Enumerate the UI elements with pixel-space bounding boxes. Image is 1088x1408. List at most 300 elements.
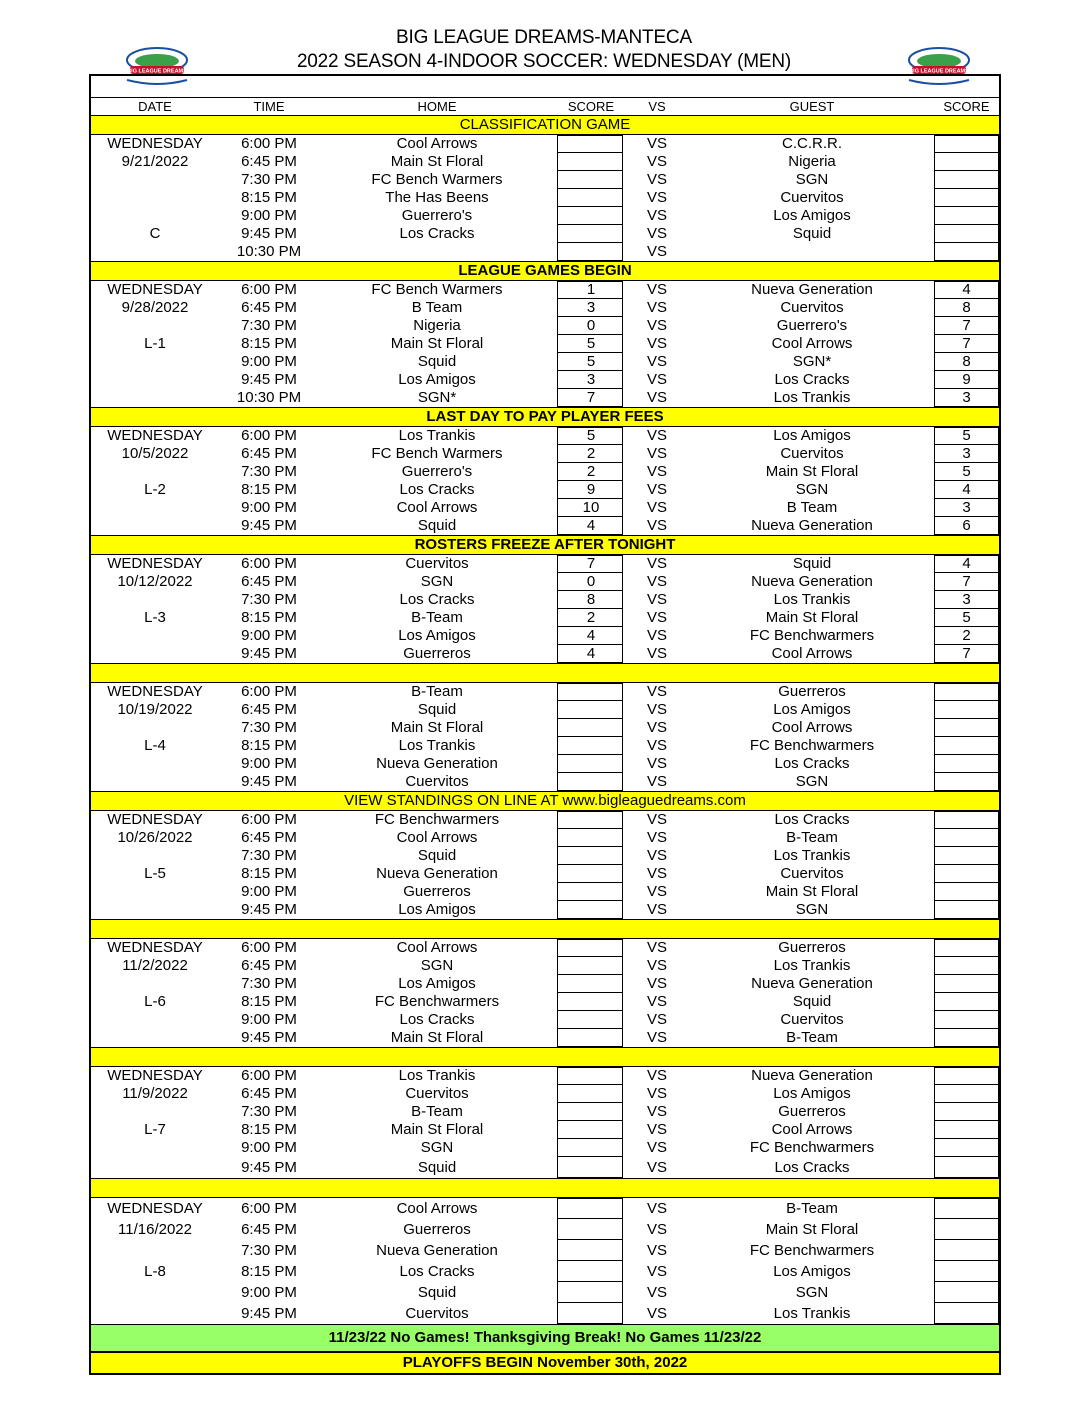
guest-team: Los Amigos bbox=[773, 701, 851, 718]
guest-team: Main St Floral bbox=[765, 463, 859, 480]
date-label: 10/19/2022 bbox=[117, 701, 193, 718]
guest-score-box bbox=[934, 135, 999, 153]
guest-score-box bbox=[934, 189, 999, 207]
guest-score-box bbox=[934, 811, 999, 829]
game-time: 6:45 PM bbox=[241, 573, 297, 590]
vs-label: VS bbox=[646, 335, 667, 352]
guest-score-box bbox=[934, 1103, 999, 1121]
guest-score: 4 bbox=[962, 481, 971, 498]
game-time: 6:00 PM bbox=[241, 939, 297, 956]
game-row bbox=[91, 1121, 999, 1139]
home-score-box bbox=[557, 1029, 623, 1047]
game-time: 8:15 PM bbox=[241, 737, 297, 754]
guest-score-box bbox=[934, 1261, 999, 1282]
guest-score-box bbox=[934, 1303, 999, 1324]
game-time: 6:45 PM bbox=[241, 701, 297, 718]
home-score: 0 bbox=[586, 317, 596, 334]
game-time: 7:30 PM bbox=[241, 975, 297, 992]
vs-label: VS bbox=[646, 353, 667, 370]
game-time: 8:15 PM bbox=[241, 1263, 297, 1280]
vs-label: VS bbox=[646, 1159, 667, 1176]
home-team: Los Cracks bbox=[399, 1263, 475, 1280]
game-time: 6:45 PM bbox=[241, 153, 297, 170]
game-time: 6:45 PM bbox=[241, 445, 297, 462]
game-time: 6:45 PM bbox=[241, 1085, 297, 1102]
guest-score-box bbox=[934, 865, 999, 883]
vs-label: VS bbox=[646, 499, 667, 516]
game-row bbox=[91, 371, 999, 389]
game-time: 8:15 PM bbox=[241, 1121, 297, 1138]
game-row bbox=[91, 463, 999, 481]
vs-label: VS bbox=[646, 427, 667, 444]
vs-label: VS bbox=[646, 135, 667, 152]
home-score-box bbox=[557, 135, 623, 153]
vs-label: VS bbox=[646, 901, 667, 918]
game-time: 9:00 PM bbox=[241, 627, 297, 644]
game-row bbox=[91, 281, 999, 299]
date-label: L-4 bbox=[144, 737, 166, 754]
vs-label: VS bbox=[646, 683, 667, 700]
vs-label: VS bbox=[646, 1221, 667, 1238]
home-score-box bbox=[557, 1240, 623, 1261]
vs-label: VS bbox=[646, 555, 667, 572]
game-time: 10:30 PM bbox=[236, 243, 302, 260]
week-banner bbox=[91, 663, 999, 683]
vs-label: VS bbox=[646, 993, 667, 1010]
home-score-box bbox=[557, 225, 623, 243]
guest-team: Los Amigos bbox=[773, 207, 851, 224]
svg-text:BIG LEAGUE DREAMS: BIG LEAGUE DREAMS bbox=[127, 68, 187, 75]
home-team: Los Cracks bbox=[399, 481, 475, 498]
home-score-box bbox=[557, 993, 623, 1011]
game-row bbox=[91, 737, 999, 755]
guest-team: Los Trankis bbox=[773, 957, 851, 974]
game-time: 6:45 PM bbox=[241, 957, 297, 974]
vs-label: VS bbox=[646, 481, 667, 498]
home-score-box bbox=[557, 865, 623, 883]
game-row bbox=[91, 1139, 999, 1157]
week-banner bbox=[91, 1047, 999, 1067]
vs-label: VS bbox=[646, 1121, 667, 1138]
vs-label: VS bbox=[646, 445, 667, 462]
guest-team: Los Trankis bbox=[773, 1305, 851, 1322]
guest-score: 7 bbox=[962, 645, 971, 662]
date-label: L-1 bbox=[144, 335, 166, 352]
guest-score-box bbox=[934, 737, 999, 755]
vs-label: VS bbox=[646, 153, 667, 170]
game-row bbox=[91, 1282, 999, 1303]
home-team: Main St Floral bbox=[390, 335, 484, 352]
home-team: FC Bench Warmers bbox=[371, 281, 503, 298]
vs-label: VS bbox=[646, 939, 667, 956]
home-score: 5 bbox=[586, 353, 596, 370]
date-label: WEDNESDAY bbox=[107, 281, 203, 298]
guest-team: Nueva Generation bbox=[751, 1067, 873, 1084]
guest-team: SGN bbox=[795, 481, 829, 498]
game-time: 7:30 PM bbox=[241, 847, 297, 864]
game-time: 9:45 PM bbox=[241, 901, 297, 918]
home-team: Los Trankis bbox=[398, 427, 476, 444]
guest-team: Los Cracks bbox=[774, 1159, 850, 1176]
home-score-box bbox=[557, 1085, 623, 1103]
date-label: WEDNESDAY bbox=[107, 811, 203, 828]
date-label: L-5 bbox=[144, 865, 166, 882]
home-team: Squid bbox=[417, 701, 457, 718]
home-team: Cool Arrows bbox=[396, 499, 478, 516]
vs-label: VS bbox=[646, 847, 667, 864]
schedule-blocks bbox=[91, 115, 999, 1324]
game-time: 9:45 PM bbox=[241, 517, 297, 534]
home-score-box bbox=[557, 1261, 623, 1282]
game-time: 9:00 PM bbox=[241, 883, 297, 900]
date-label: L-6 bbox=[144, 993, 166, 1010]
vs-label: VS bbox=[646, 737, 667, 754]
home-team: Main St Floral bbox=[390, 153, 484, 170]
vs-label: VS bbox=[646, 1305, 667, 1322]
home-team: SGN bbox=[420, 957, 454, 974]
date-label: 11/2/2022 bbox=[122, 957, 188, 974]
home-score: 10 bbox=[582, 499, 600, 516]
home-team: Los Cracks bbox=[399, 1011, 475, 1028]
guest-team: Guerreros bbox=[778, 683, 846, 700]
guest-score-box bbox=[934, 1198, 999, 1219]
page-subtitle: 2022 SEASON 4-INDOOR SOCCER: WEDNESDAY (MEN) bbox=[296, 51, 792, 72]
guest-team: Los Cracks bbox=[774, 371, 850, 388]
game-row bbox=[91, 1067, 999, 1085]
home-team: SGN bbox=[420, 573, 454, 590]
vs-label: VS bbox=[646, 1263, 667, 1280]
game-row bbox=[91, 901, 999, 919]
guest-score-box bbox=[934, 171, 999, 189]
guest-team: Los Amigos bbox=[773, 427, 851, 444]
game-row bbox=[91, 1103, 999, 1121]
game-row bbox=[91, 135, 999, 153]
guest-team: Guerrero's bbox=[776, 317, 848, 334]
vs-label: VS bbox=[646, 389, 667, 406]
game-time: 9:45 PM bbox=[241, 1305, 297, 1322]
home-score: 5 bbox=[586, 427, 596, 444]
guest-score: 3 bbox=[962, 499, 971, 516]
game-row bbox=[91, 829, 999, 847]
game-time: 9:00 PM bbox=[241, 1139, 297, 1156]
home-team: Guerreros bbox=[403, 645, 471, 662]
vs-label: VS bbox=[646, 1139, 667, 1156]
guest-team: FC Benchwarmers bbox=[749, 627, 875, 644]
game-time: 6:00 PM bbox=[241, 555, 297, 572]
game-time: 9:00 PM bbox=[241, 1011, 297, 1028]
home-score-box bbox=[557, 1219, 623, 1240]
vs-label: VS bbox=[646, 225, 667, 242]
game-row bbox=[91, 755, 999, 773]
guest-score-box bbox=[934, 1157, 999, 1178]
game-row bbox=[91, 555, 999, 573]
vs-label: VS bbox=[646, 591, 667, 608]
game-row bbox=[91, 481, 999, 499]
vs-label: VS bbox=[646, 811, 667, 828]
game-time: 7:30 PM bbox=[241, 1103, 297, 1120]
home-team: Los Amigos bbox=[398, 371, 476, 388]
header-home-score: SCORE bbox=[567, 99, 615, 114]
game-time: 8:15 PM bbox=[241, 335, 297, 352]
home-team: SGN* bbox=[417, 389, 457, 406]
home-score-box bbox=[557, 719, 623, 737]
game-time: 9:45 PM bbox=[241, 773, 297, 790]
guest-score-box bbox=[934, 1085, 999, 1103]
game-time: 7:30 PM bbox=[241, 317, 297, 334]
home-score-box bbox=[557, 1139, 623, 1157]
date-label: 10/5/2022 bbox=[121, 445, 189, 462]
guest-score-box bbox=[934, 901, 999, 919]
date-label: WEDNESDAY bbox=[107, 939, 203, 956]
game-row bbox=[91, 353, 999, 371]
guest-team: Cuervitos bbox=[780, 445, 844, 462]
game-row bbox=[91, 847, 999, 865]
vs-label: VS bbox=[646, 755, 667, 772]
header-spacer bbox=[91, 76, 999, 98]
guest-score-box bbox=[934, 883, 999, 901]
guest-score: 8 bbox=[962, 299, 971, 316]
guest-team: Cuervitos bbox=[780, 299, 844, 316]
game-row bbox=[91, 299, 999, 317]
home-score-box bbox=[557, 957, 623, 975]
guest-score-box bbox=[934, 153, 999, 171]
guest-team: SGN bbox=[795, 1284, 829, 1301]
home-score: 5 bbox=[586, 335, 596, 352]
game-row bbox=[91, 189, 999, 207]
vs-label: VS bbox=[646, 975, 667, 992]
guest-score-box bbox=[934, 939, 999, 957]
playoffs-banner: PLAYOFFS BEGIN November 30th, 2022 bbox=[91, 1352, 999, 1375]
game-row bbox=[91, 1011, 999, 1029]
guest-team: Los Trankis bbox=[773, 591, 851, 608]
game-time: 6:45 PM bbox=[241, 1221, 297, 1238]
home-team: Squid bbox=[417, 1159, 457, 1176]
game-time: 8:15 PM bbox=[241, 189, 297, 206]
vs-label: VS bbox=[646, 865, 667, 882]
guest-team: Nueva Generation bbox=[751, 281, 873, 298]
vs-label: VS bbox=[646, 1200, 667, 1217]
game-row bbox=[91, 883, 999, 901]
vs-label: VS bbox=[646, 609, 667, 626]
guest-score-box bbox=[934, 829, 999, 847]
home-team: Los Cracks bbox=[399, 591, 475, 608]
vs-label: VS bbox=[646, 719, 667, 736]
home-score-box bbox=[557, 153, 623, 171]
game-row bbox=[91, 1198, 999, 1219]
guest-score-box bbox=[934, 701, 999, 719]
vs-label: VS bbox=[646, 517, 667, 534]
game-time: 7:30 PM bbox=[241, 719, 297, 736]
header-time: TIME bbox=[253, 99, 285, 114]
guest-team: FC Benchwarmers bbox=[749, 1139, 875, 1156]
home-score: 3 bbox=[586, 299, 596, 316]
vs-label: VS bbox=[646, 463, 667, 480]
guest-team: Squid bbox=[792, 555, 832, 572]
home-score: 3 bbox=[586, 371, 596, 388]
guest-score: 4 bbox=[962, 281, 971, 298]
home-score-box bbox=[557, 773, 623, 791]
home-team: B Team bbox=[411, 299, 463, 316]
guest-team: Main St Floral bbox=[765, 1221, 859, 1238]
guest-team: Nueva Generation bbox=[751, 573, 873, 590]
guest-team: Los Cracks bbox=[774, 811, 850, 828]
game-row bbox=[91, 939, 999, 957]
guest-team: Cuervitos bbox=[780, 865, 844, 882]
home-score: 8 bbox=[586, 591, 596, 608]
guest-team: Los Amigos bbox=[773, 1263, 851, 1280]
game-row bbox=[91, 445, 999, 463]
game-time: 8:15 PM bbox=[241, 993, 297, 1010]
guest-team: C.C.R.R. bbox=[782, 135, 842, 152]
guest-team: Nueva Generation bbox=[751, 517, 873, 534]
vs-label: VS bbox=[646, 1284, 667, 1301]
guest-score-box bbox=[934, 1219, 999, 1240]
home-team: Nigeria bbox=[413, 317, 461, 334]
home-score-box bbox=[557, 901, 623, 919]
game-time: 7:30 PM bbox=[241, 1242, 297, 1259]
guest-team: Cool Arrows bbox=[771, 1121, 853, 1138]
column-headers bbox=[91, 98, 999, 115]
guest-score: 7 bbox=[962, 335, 971, 352]
guest-score: 7 bbox=[962, 317, 971, 334]
home-team: Main St Floral bbox=[390, 1029, 484, 1046]
vs-label: VS bbox=[646, 883, 667, 900]
page-title: BIG LEAGUE DREAMS-MANTECA bbox=[396, 27, 692, 48]
vs-label: VS bbox=[646, 627, 667, 644]
date-label: WEDNESDAY bbox=[107, 1067, 203, 1084]
vs-label: VS bbox=[646, 317, 667, 334]
home-score-box bbox=[557, 847, 623, 865]
date-label: WEDNESDAY bbox=[107, 555, 203, 572]
guest-score: 4 bbox=[962, 555, 971, 572]
guest-team: SGN* bbox=[792, 353, 832, 370]
guest-team: Cuervitos bbox=[780, 1011, 844, 1028]
week-banner: CLASSIFICATION GAME bbox=[91, 115, 999, 135]
guest-score-box bbox=[934, 957, 999, 975]
header-guest-score: SCORE bbox=[943, 99, 990, 114]
game-time: 7:30 PM bbox=[241, 591, 297, 608]
home-score-box bbox=[557, 171, 623, 189]
game-time: 9:45 PM bbox=[241, 1159, 297, 1176]
guest-team: Los Trankis bbox=[773, 847, 851, 864]
guest-team: Cool Arrows bbox=[771, 719, 853, 736]
home-team: B-Team bbox=[411, 1103, 463, 1120]
home-score-box bbox=[557, 1157, 623, 1178]
home-team: Nueva Generation bbox=[376, 755, 498, 772]
home-team: Cool Arrows bbox=[396, 1200, 478, 1217]
guest-score-box bbox=[934, 1282, 999, 1303]
game-time: 6:00 PM bbox=[241, 1200, 297, 1217]
guest-team: FC Benchwarmers bbox=[749, 1242, 875, 1259]
game-row bbox=[91, 645, 999, 663]
vs-label: VS bbox=[646, 701, 667, 718]
header-date: DATE bbox=[138, 99, 172, 114]
vs-label: VS bbox=[646, 299, 667, 316]
home-team: Guerrero's bbox=[401, 207, 473, 224]
home-score: 4 bbox=[586, 645, 596, 662]
game-row bbox=[91, 171, 999, 189]
home-score: 7 bbox=[586, 555, 596, 572]
svg-text:BIG LEAGUE DREAMS: BIG LEAGUE DREAMS bbox=[909, 68, 969, 75]
guest-team: Cuervitos bbox=[780, 189, 844, 206]
guest-score: 3 bbox=[962, 591, 971, 608]
guest-score-box bbox=[934, 1121, 999, 1139]
game-row bbox=[91, 627, 999, 645]
date-label: L-7 bbox=[144, 1121, 166, 1138]
guest-score: 2 bbox=[962, 627, 971, 644]
home-score-box bbox=[557, 1121, 623, 1139]
guest-score: 6 bbox=[962, 517, 971, 534]
thanksgiving-banner: 11/23/22 No Games! Thanksgiving Break! No Games 11/23/22 bbox=[91, 1324, 999, 1352]
home-team: Cuervitos bbox=[405, 1085, 469, 1102]
date-label: 10/12/2022 bbox=[117, 573, 193, 590]
game-time: 6:00 PM bbox=[241, 281, 297, 298]
week-banner: LEAGUE GAMES BEGIN bbox=[91, 261, 999, 281]
game-row bbox=[91, 811, 999, 829]
game-row bbox=[91, 389, 999, 407]
home-team: Nueva Generation bbox=[376, 1242, 498, 1259]
guest-team: B Team bbox=[786, 499, 838, 516]
guest-score-box bbox=[934, 683, 999, 701]
game-time: 9:45 PM bbox=[241, 1029, 297, 1046]
home-score-box bbox=[557, 755, 623, 773]
date-label: C bbox=[149, 225, 161, 242]
home-team: Los Amigos bbox=[398, 975, 476, 992]
guest-team: B-Team bbox=[786, 1200, 838, 1217]
game-time: 7:30 PM bbox=[241, 171, 297, 188]
guest-team: SGN bbox=[795, 901, 829, 918]
date-label: 10/26/2022 bbox=[117, 829, 193, 846]
guest-team: SGN bbox=[795, 171, 829, 188]
home-team: Nueva Generation bbox=[376, 865, 498, 882]
home-score-box bbox=[557, 975, 623, 993]
guest-score-box bbox=[934, 1029, 999, 1047]
home-score: 2 bbox=[586, 445, 596, 462]
game-time: 10:30 PM bbox=[236, 389, 302, 406]
game-time: 6:00 PM bbox=[241, 135, 297, 152]
home-score-box bbox=[557, 811, 623, 829]
home-team: Los Cracks bbox=[399, 225, 475, 242]
guest-score-box bbox=[934, 975, 999, 993]
game-row bbox=[91, 153, 999, 171]
home-team: FC Bench Warmers bbox=[371, 445, 503, 462]
vs-label: VS bbox=[646, 243, 667, 260]
guest-score-box bbox=[934, 1240, 999, 1261]
game-row bbox=[91, 1303, 999, 1324]
game-time: 6:00 PM bbox=[241, 683, 297, 700]
vs-label: VS bbox=[646, 829, 667, 846]
guest-score-box bbox=[934, 225, 999, 243]
home-score: 2 bbox=[586, 609, 596, 626]
header-guest: GUEST bbox=[789, 99, 835, 114]
home-score: 4 bbox=[586, 627, 596, 644]
game-time: 6:00 PM bbox=[241, 427, 297, 444]
home-team: Squid bbox=[417, 517, 457, 534]
vs-label: VS bbox=[646, 1067, 667, 1084]
vs-label: VS bbox=[646, 1085, 667, 1102]
game-time: 8:15 PM bbox=[241, 865, 297, 882]
home-score-box bbox=[557, 1198, 623, 1219]
guest-team: B-Team bbox=[786, 829, 838, 846]
guest-team: Los Cracks bbox=[774, 755, 850, 772]
home-team: FC Benchwarmers bbox=[374, 811, 500, 828]
home-score: 4 bbox=[586, 517, 596, 534]
guest-score: 8 bbox=[962, 353, 971, 370]
game-row bbox=[91, 865, 999, 883]
date-label: WEDNESDAY bbox=[107, 427, 203, 444]
game-time: 9:00 PM bbox=[241, 755, 297, 772]
week-banner bbox=[91, 1178, 999, 1198]
